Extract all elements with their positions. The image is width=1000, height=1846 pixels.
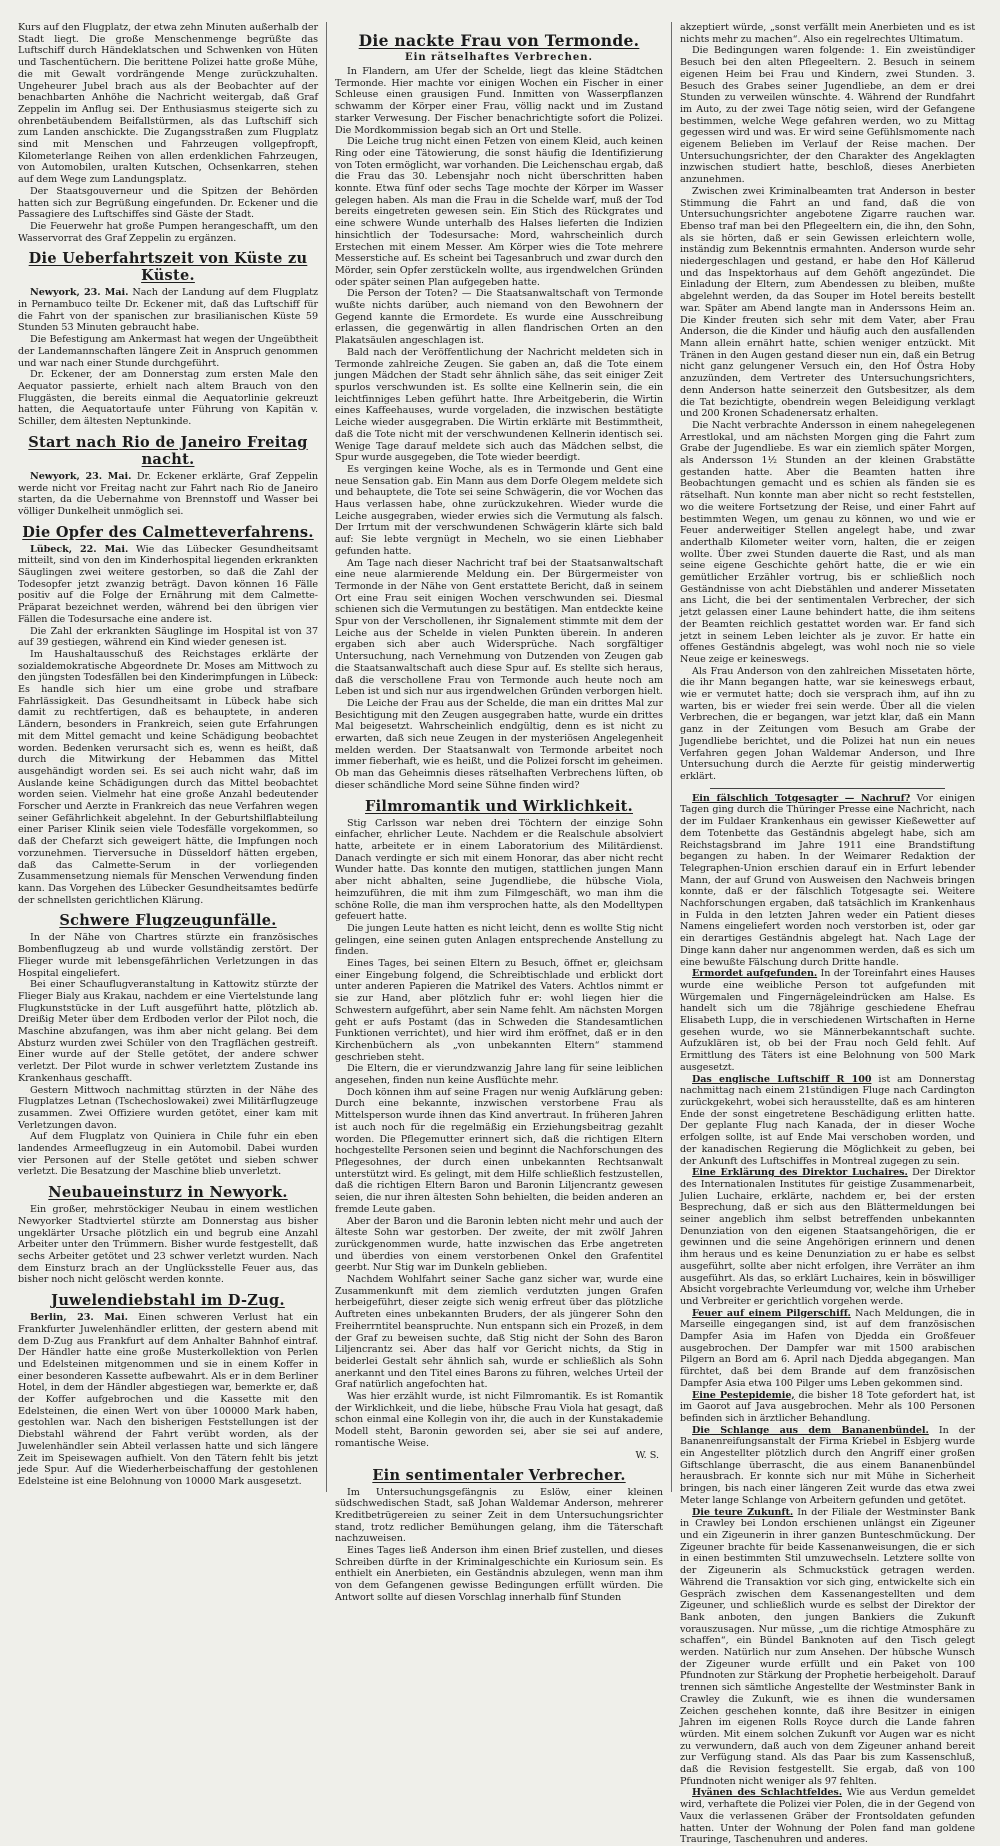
paragraph: Doch können ihm auf seine Fragen nur wenig Aufklärung geben: Durch eine bekannte, inzwischen verstorbene Frau als Mittelsperson wurde ihnen das Kind anvertraut. In früheren Jahren ist auch noch für die regelmäßig ein Erziehungsbeitrag gezahlt worden. Die Pflegemutter erinnert sich, daß die richtigen Eltern hochgestellte Personen seien und beginnt die Nachforschungen des Pflegesohnes, der durch einen unbekannten Rechtsanwalt unterstützt wird. Es gelingt, mit dem Hilfe schließlich festzustellen, daß die richtigen Eltern Baron und Baronin Liljencrantz gewesen seien, die nur ihren ältesten Sohn behielten, die beiden anderen an fremde Leute gaben. [335, 1086, 663, 1215]
paragraph: Stig Carlsson war neben drei Töchtern der einzige Sohn einfacher, ehrlicher Leute. Nachdem er die Realschule absolviert hatte, arbeitete er in einem Laboratorium des Militärdienst. Danach verdingte er sich mit einem Honorar, das aber nicht recht Wunder hatte. Das konnte den mutigen, stattlichen jungen Mann aber nicht abhalten, seine Jugendliebe, die hübsche Viola, heimzuführen, die mit ihm zum Filmgeschäft, wo man ihm die schöne Rolle, die man ihm versprochen hatte, als den Modelltypen gefeuert hatte. [335, 817, 663, 923]
paragraph: die bisher 18 Tote gefordert hat, ist im Gaorot auf Java ausgebrochen. Mehr als 100 Personen befinden sich in ärztlicher Behandlung. [680, 1389, 975, 1424]
paragraph: Die Eltern, die er vierundzwanzig Jahre lang für seine leiblichen angesehen, finden nun keine Ausflüchte mehr. [335, 1063, 663, 1087]
dateline: Lübeck, 22. Mai. [30, 543, 129, 555]
paragraph: Vor einigen Tagen ging durch die Thüringer Presse eine Nachricht, nach der im Fuldaer Krankenhaus ein gewisser Kießewetter auf dem Totenbette das Geständnis abgelegt habe, sich am Reichstagsbrand im Jahre 1911 eine Brandstiftung begangen zu haben. In der Weimarer Redaktion der Telegraphen-Union erschien darauf ein in Erfurt lebender Mann, der auf Grund von Ausweisen den Nachweis bringen konnte, daß er der fälschlich Totgesagte sei. Weitere Nachforschungen ergaben, daß tatsächlich im Krankenhaus in Fulda in den letzten Jahren weder ein Patient dieses Namens eingeliefert worden noch verstorben ist, oder gar ein derartiges Geständnis abgelegt hat. Nach Lage der Dinge kann daher nur angenommen werden, daß es sich um eine bewußte Fälschung durch Dritte handle. [680, 792, 975, 968]
news-lead: Ermordet aufgefunden. [692, 968, 818, 980]
paragraph: Gestern Mittwoch nachmittag stürzten in der Nähe des Flugplatzes Letnan (Tschechoslowakei) zwei Militärflugzeuge zusammen. Zwei Offiziere wurden getötet, einer kam mit Verletzungen davon. [18, 1084, 318, 1131]
byline: W. S. [635, 1449, 659, 1461]
news-lead: Hyänen des Schlachtfeldes. [692, 1787, 843, 1799]
paragraph: Was hier erzählt wurde, ist nicht Filmromantik. Es ist Romantik der Wirklichkeit, und die liebe, hübsche Frau Viola hat gesagt, daß schon einmal eine Kollegin von ihr, die auch in der Kunstakademie Modell steht, Baronin geworden sei, aber sie sei auf andere, romantische Weise. [335, 1391, 663, 1449]
paragraph: Die Feuerwehr hat große Pumpen herangeschafft, um den Wasservorrat des Graf Zeppelin zu ergänzen. [18, 220, 318, 244]
paragraph: Der Direktor des Internationalen Institutes für geistige Zusammenarbeit, Julien Luchaire, erklärte, nachdem er, bei der ersten Besprechung, daß er sich aus den Blättermeldungen bei seiner angeblich ihm selbst betreffenden unbekannten Denunziation von den eigenen Staatsangehörigen, die er gewinnen und die seine Angehörigen erinnern und denen ihm heraus und es keine Denunziation zu er habe es selbst ausgeführt, sollte aber nicht erfolgen, ihre Verräter an ihm ausgeführt. Als das, so erklärt Luchaires, kein in böswilliger Absicht vorgebrachte Verleumdung vor, welche ihm Urheber und Verbreiter er gerichtlich vorgehen werde. [680, 1167, 976, 1307]
headline-flugzeugunfaelle: Schwere Flugzeugunfälle. [59, 912, 277, 930]
headline-calmette: Die Opfer des Calmetteverfahrens. [22, 523, 314, 541]
paragraph: Nach Meldungen, die in Marseille eingegangen sind, ist auf dem französischen Dampfer Asia im Hafen von Djedda ein Großfeuer ausgebrochen. Der Dampfer war mit 1500 arabischen Pilgern an Bord am 6. April nach Djedda abgegangen. Man fürchtet, daß bei dem Brande auf dem französischen Dampfer Asia etwa 100 Pilger ums Leben gekommen sind. [680, 1307, 976, 1389]
paragraph: In Flandern, am Ufer der Schelde, liegt das kleine Städtchen Termonde. Hier machte vor einigen Wochen ein Fischer in einer Schleuse einen grausigen Fund. Inmitten von Wasserpflanzen schwamm der Körper einer Frau, völlig nackt und im Zustand starker Verwesung. Der Fischer benachrichtigte sofort die Polizei. Die Mordkommission begab sich an Ort und Stelle. [335, 66, 663, 136]
paragraph: Dr. Eckener erklärte, Graf Zeppelin werde nicht vor Freitag nacht zur Fahrt nach Rio de Janeiro starten, da die Uebernahme von Brennstoff und Wasser bei völliger Dunkelheit unmöglich sei. [18, 470, 318, 517]
column-middle [326, 22, 671, 1603]
paragraph: In der Toreinfahrt eines Hauses wurde eine weibliche Person tot aufgefunden mit Würgemalen und Fingernägeleindrücken am Halse. Es handelt sich um die 78jährige geschiedene Ehefrau Elisabeth Lupp, die in verschiedenen Wirtschaften in Herne gesehen wurde, wo sie Männerbekanntschaft suchte. Aufzuklären ist, ob bei der Frau noch Geld fehlt. Auf Ermittlung des Täters ist eine Belohnung von 500 Mark ausgesetzt. [680, 968, 976, 1073]
paragraph: Die jungen Leute hatten es nicht leicht, denn es wollte Stig nicht gelingen, eine seinen guten Anlagen entsprechende Anstellung zu finden. [335, 922, 663, 958]
paragraph: Dr. Eckener, der am Donnerstag zum ersten Male den Aequator passierte, erhielt nach altem Brauch von den Fluggästen, die bereits einmal die Aequatorlinie gekreuzt hatten, die Aequatortaufe unter Führung von Kapitän v. Schiller, dem ältesten Neptunkinde. [18, 369, 318, 428]
paragraph: Die Befestigung am Ankermast hat wegen der Ungeübtheit der Landemannschaften längere Zeit in Anspruch genommen und war nach einer Stunde durchgeführt. [18, 334, 318, 369]
paragraph: In der Filiale der Westminster Bank in Crawley bei London erschienen unlängst ein Zigeuner und ein Zigeunerin in ihrer ganzen Bunteschmückung. Der Zigeuner brachte für beide Kassenanweisungen, die er sich in einen bestimmten Stil umzuwechseln. Letztere sollte von der Zigeunerin als Schmuckstück getragen werden. Während die Transaktion vor sich ging, entwickelte sich ein Gespräch zwischen dem Kassenangestellten und dem Zigeuner, und schließlich wurde es selbst der Direktor der Bank anboten, den jungen Bankiers die Zukunft vorauszusagen. Nur müsse, „um die richtige Atmosphäre zu schaffen“, ein Bündel Banknoten auf den Tisch gelegt werden. Natürlich nur zum Ansehen. Der hübsche Wunsch der Zigeuner wurde erfüllt und ein Paket von 100 Pfundnoten zur Stärkung der Prophetie herbeigeholt. Darauf trennen sich sämtliche Angestellte der Westminster Bank in Crawley die Zukunft, wie es ihnen die wundersamen Zeichen geschehen konnte, daß ihre Besitzer in einigen Jahren im eigenen Rolls Royce durch die Lande fahren würden. Mit einem solchen Zukunft vor Augen war es nicht zu verwundern, daß auch von dem Zigeuner anhand bereit zur Verfügung stand. Als das Paar bis zum Kassenschluß, daß die Revision festgestellt. Sie ergab, daß von 100 Pfundnoten nicht weniger als 97 fehlten. [680, 1506, 975, 1787]
paragraph: Auf dem Flugplatz von Quiniera in Chile fuhr ein eben landendes Armeeflugzeug in ein Automobil. Dabei wurden vier Personen auf der Stelle getötet und sieben schwer verletzt. Die Besatzung der Maschine blieb unverletzt. [18, 1131, 318, 1178]
paragraph: Wie das Lübecker Gesundheitsamt mitteilt, sind von den im Kinderhospital liegenden erkrankten Säuglingen zwei weitere gestorben, so daß die Zahl der Todesopfer jetzt zwanzig beträgt. Davon können 16 Fälle positiv auf die Folge der Ernährung mit dem Calmette-Präparat bezeichnet werden, während bei den übrigen vier Fällen die Todesursache eine andere ist. [18, 543, 319, 625]
paragraph: Nachdem Wohlfahrt seiner Sache ganz sicher war, wurde eine Zusammenkunft mit dem ziemlich verdutzten jungen Grafen herbeigeführt, dieser zeigte sich wenig erfreut über das plötzliche Auftreten eines unbekannten Bruders, der als jüngerer Sohn den Freiherrntitel beanspruchte. Nun entspann sich ein Prozeß, in dem der Graf zu beweisen suchte, daß Stig nicht der Sohn des Baron Liljencrantz sei. Aber das half vor Gericht nichts, da Stig in beiderlei Gestalt sehr ähnlich sah, wurde er schließlich als Sohn anerkannt und den Titel eines Barons zu führen, welches Urteil der Graf natürlich angefochten hat. [335, 1274, 663, 1391]
article-continuation: akzeptiert würde, „sonst verfällt mein Anerbieten und es ist nichts mehr zu machen“. Also ein regelrechtes Ultimatum. [680, 22, 975, 45]
paragraph: Aber der Baron und die Baronin lebten nicht mehr und auch der älteste Sohn war gestorben. Der zweite, der mit zwölf Jahren zurückgenommen wurde, hatte inzwischen das Erbe angetreten und überdies von einem verstorbenen Onkel den Grafentitel geerbt. Nur Stig war im Dunkeln geblieben. [335, 1215, 663, 1274]
column-left [10, 22, 326, 1492]
paragraph: Eines Tages ließ Anderson ihm einen Brief zustellen, und dieses Schreiben dürfte in der Kriminalgeschichte ein Kuriosum sein. Es enthielt ein Anerbieten, ein Geständnis abzulegen, wenn man ihm von dem Gefangenen gewisse Bedingungen erfüllt würden. Die Antwort sollte auf diesen Vorschlag innerhalb fünf Stunden [335, 1545, 663, 1603]
headline-sentimentaler-verbrecher: Ein sentimentaler Verbrecher. [372, 1466, 626, 1484]
paragraph: In der Nähe von Chartres stürzte ein französisches Bombenflugzeug ab und wurde vollständig zerstört. Der Flieger wurde mit lebensgefährlichen Verletzungen in das Hospital eingeliefert. [18, 932, 318, 979]
paragraph: Eines Tages, bei seinen Eltern zu Besuch, öffnet er, gleichsam einer Eingebung folgend, die Schreibtischlade und erblickt dort unter anderen Papieren die Matrikel des Vaters. Achtlos nimmt er sie zur Hand, aber plötzlich fuhr er: wohl liegen hier die Schwestern aufgeführt, aber sein Name fehlt. Am nächsten Morgen geht er aufs Postamt (das in Schweden die Standesamtlichen Funktionen verrichtet), und hier wird ihm eröffnet, daß er in den Kirchenbüchern als „von unbekannten Eltern“ stammend geschrieben steht. [335, 958, 663, 1063]
news-lead: Die teure Zukunft. [692, 1506, 794, 1518]
paragraph: Am Tage nach dieser Nachricht traf bei der Staatsanwaltschaft eine neue alarmierende Meldung ein. Der Bürgermeister von Termonde in der Nähe von Gent erstattete Bericht, daß in seinem Ort eine Frau seit einigen Wochen verschwunden sei. Diesmal schienen sich die Vermutungen zu bestätigen. Man entdeckte keine Spur von der Verschollenen, ihr Signalement stimmte mit dem der Leiche aus der Schelde in vielen Punkten überein. In anderen ergaben sich aber auch Widersprüche. Nach sorgfältiger Untersuchung, nach Vernehmung von Dutzenden von Zeugen gab die Staatsanwaltschaft auch diese Spur auf. Es stellte sich heraus, daß die verschollene Frau von Termonde auch heute noch am Leben ist und sich nur aus irgendwelchen Gründen verborgen hielt. [335, 557, 663, 698]
paragraph: Im Haushaltausschuß des Reichstages erklärte der sozialdemokratische Abgeordnete Dr. Moses am Mittwoch zu den jüngsten Todesfällen bei den Kinderimpfungen in Lübeck: Es handle sich hier um eine grobe und strafbare Fahrlässigkeit. Das Gesundheitsamt in Lübeck habe sich damit zu rechtfertigen, daß es behauptete, in anderen Ländern, besonders in Frankreich, seien gute Erfahrungen mit dem Mittel gemacht und keine Schädigung beobachtet worden. Bedenken verursacht sich es, wenn es heißt, daß durch die Mitwirkung der Hebammen das Mittel ausgehändigt worden sei. Es sei auch nicht wahr, daß im Auslande keine Schädigungen durch das Mittel beobachtet worden seien. Vielmehr hat eine große Anzahl bedeutender Forscher und Aerzte in Frankreich das neue Verfahren wegen seiner Gefährlichkeit abgelehnt. In der Geburtshilflabteilung einer Pariser Klinik seien viele Todesfälle vorgekommen, so daß der Chefarzt sich geweigert hätte, die Impfungen noch vorzunehmen. Tierversuche in Düsseldorf hätten ergeben, daß das Calmette-Serum in der vorliegenden Zusammensetzung niemals für Menschen Verwendung finden kann. Das Vorgehen des Lübecker Gesundheitsamtes bedürfe der schnellsten gerichtlichen Klärung. [18, 648, 318, 906]
dateline: Newyork, 23. Mai. [30, 470, 132, 482]
headline-start-rio: Start nach Rio de Janeiro Freitag nacht. [28, 433, 308, 468]
news-lead: Ein fälschlich Totgesagter — Nachruf? [692, 792, 911, 804]
paragraph: In der Bananenreifungsanstalt der Firma Kriebel in Esbjerg wurde ein Angestellter plötzlich durch den Angriff einer großen Giftschlange überrascht, die aus einem Bananenbündel herausbrach. Er konnte sich nur mit Mühe in Sicherheit bringen, bis nach einer längeren Zeit wurde das etwa zwei Meter lange Schlange von Arbeitern gefunden und getötet. [680, 1424, 976, 1506]
paragraph: Wie aus Verdun gemeldet wird, verhaftete die Polizei vier Polen, die in der Gegend von Vaux die verlassenen Gräber der Frontsoldaten gefunden hatten. Unter der Wohnung der Polen fand man goldene Trauringe, Taschenuhren und anderes. [680, 1787, 976, 1846]
paragraph: Die Leiche der Frau aus der Schelde, die man ein drittes Mal zur Besichtigung mit den Zeugen ausgegraben hatte, wurde ein drittes Mal beigesetzt. Wahrscheinlich endgültig, denn es ist nicht zu erwarten, daß sich neue Zeugen in der mysteriösen Angelegenheit melden werden. Der Staatsanwalt von Termonde arbeitet noch immer fieberhaft, wie es heißt, und die Polizei forscht im geheimen. Ob man das Geheimnis dieses rätselhaften Verbrechens lüften, ob dieser schändliche Mord seine Sühne finden wird? [335, 697, 663, 791]
paragraph: Der Staatsgouverneur und die Spitzen der Behörden hatten sich zur Begrüßung eingefunden. Dr. Eckener und die Passagiere des Luftschiffes sind Gäste der Stadt. [18, 185, 318, 221]
news-lead: Die Schlange aus dem Bananenbündel. [692, 1424, 929, 1436]
paragraph: Die Person der Toten? — Die Staatsanwaltschaft von Termonde wußte nichts darüber, auch niemand von den Bewohnern der Gegend kannte die Ermordete. Es wurde eine Ausschreibung erlassen, die gegenwärtig in allen flandrischen Orten an den Plakatsäulen angeschlagen ist. [335, 288, 663, 347]
divider [710, 788, 945, 789]
news-lead: Feuer auf einem Pilgerschiff. [692, 1307, 851, 1319]
news-lead: Eine Pestepidemie, [692, 1389, 795, 1401]
paragraph: Die Zahl der erkrankten Säuglinge im Hospital ist von 37 auf 39 gestiegen, während ein Kind wieder genesen ist. [18, 625, 318, 649]
paragraph: Die Nacht verbrachte Andersson in einem nahegelegenen Arrestlokal, und am nächsten Morgen ging die Fahrt zum Grabe der Jugendliebe. Es war ein ziemlich später Morgen, als Andersson 1½ Stunden an der kleinen Grabstätte gestanden hatte. Aber die Beamten hatten ihre Beobachtungen gemacht und es schien als fänden sie es rätselhaft. Nun konnte man aber nicht so recht feststellen, wo die weitere Fortsetzung der Reise, und einer Fahrt auf bestimmten Wegen, um genau zu können, wo und wie er Feuer anderweitiger Stellen angelegt habe, und zwar anderthalb Kilometer weiter vorn, halten, die er zeigen wollte. Über zwei Stunden dauerte die Rast, und als man seine eigene Geschichte gehört hatte, die er wie ein gemütlicher Erzähler vortrug, bis er schließlich noch Geständnisse von acht Diebstählen und anderer Missetaten ans Licht, die bei der sentimentalen Verbrecher, der sich jetzt gelassen einer Laune behindert hatte, die ihm seitens der Beamten reichlich gestattet worden war. Er fand sich jetzt in seinem Leben leichter als je zuvor. Er hatte ein offenes Geständnis abgelegt, was wohl noch nie so viele Neue zeige er keineswegs. [680, 419, 975, 665]
paragraph: Es vergingen keine Woche, als es in Termonde und Gent eine neue Sensation gab. Ein Mann aus dem Dorfe Olegem meldete sich und behauptete, die Tote sei seine Schwägerin, die vor Wochen das Haus verlassen habe, ohne zurückzukehren. Wieder wurde die Leiche ausgegraben, wieder erwies sich die Vermutung als falsch. Der Irrtum mit der verschwundenen Schwägerin klärte sich bald auf: Sie lebte vergnügt in Mecheln, wo sie einen Liebhaber gefunden hatte. [335, 463, 663, 557]
paragraph: Zwischen zwei Kriminalbeamten trat Anderson in bester Stimmung die Fahrt an und fand, daß die von Untersuchungsrichter angebotene Zigarre rauchen war. Ebenso traf man bei den Pflegeeltern ein, die ihn, den Sohn, als sie hörten, daß er sein Gewissen erleichtern wolle, inständig zum Bekenntnis ermahnten. Anderson wurde sehr niedergeschlagen und gestand, er habe den Hof Källerud und das Inspektorhaus auf dem Gehöft angezündet. Die Einladung der Eltern, zum Abendessen zu bleiben, mußte abgelehnt werden, da das Souper im Hotel bereits bestellt war. Später am Abend langte man in Anderssons Heim an. Die Kinder freuten sich sehr mit dem Vater, aber Frau Anderson, die die Kinder und häufig auch den ausfallenden Mann allein ernährt hatte, schien weniger entzückt. Mit Tränen in den Augen gestand dieser nun ein, daß ein Betrug nicht ganz gelungener Versuch ein, den Hof Östra Hoby anzuzünden, dem Vertreter des Untersuchungsrichters, denn Anderson hatte seinerzeit den Gutsbesitzer, als dem die Tat bezichtigte, obendrein wegen Beleidigung verklagt und 200 Kronen Schadenersatz erhalten. [680, 185, 975, 420]
headline-filmromantik: Filmromantik und Wirklichkeit. [365, 797, 633, 815]
paragraph: Im Untersuchungsgefängnis zu Eslöw, einer kleinen südschwedischen Stadt, saß Johan Waldemar Anderson, mehrerer Kreditbetrügereien zu seiner Zeit in dem Untersuchungsrichter stand, trotz redlicher Bemühungen gelang, ihm die Täterschaft nachzuweisen. [335, 1486, 663, 1545]
news-lead: Das englische Luftschiff R 100 [692, 1073, 872, 1085]
news-lead: Eine Erklärung des Direktor Luchaires. [692, 1167, 908, 1179]
dateline: Berlin, 23. Mai. [30, 1312, 128, 1324]
paragraph: ist am Donnerstag nachmittag nach einem 21stündigen Fluge nach Cardington zurückgekehrt, wobei sich herausstellte, daß es am hinteren Ende der sonst eingetretene Beschädigung erlitten hatte. Der geplante Flug nach Kanada, der in dieser Woche erfolgen sollte, ist auf Ende Mai verschoben worden, und der kanadischen Regierung die Möglichkeit zu geben, bei der Ankunft des Luftschiffes in Montreal zugegen zu sein. [680, 1073, 975, 1167]
paragraph: Bei einer Schauflugveranstaltung in Kattowitz stürzte der Flieger Bialy aus Krakau, nachdem er eine Viertelstunde lang Flugkunststücke in der Luft ausgeführt hatte, plötzlich ab. Dreißig Meter über dem Erdboden verlor der Pilot noch, die Maschine abzufangen, was ihm aber nicht gelang. Bei dem Absturz wurden zwei Schüler von den Tragflächen gestreift. Einer wurde auf der Stelle getötet, der andere schwer verletzt. Der Pilot wurde in schwer verletztem Zustande ins Krankenhaus geschafft. [18, 979, 318, 1084]
paragraph: Die Bedingungen waren folgende: 1. Ein zweistündiger Besuch bei den alten Pflegeeltern. 2. Besuch in seinem eigenen Heim bei Frau und Kindern, zwei Stunden. 3. Besuch des Grabes seiner Jugendliebe, an dem er drei Stunden zu verweilen wünschte. 4. Während der Rundfahrt im Auto, zu der zwei Tage nötig seien, wird der Gefangene bestimmen, welche Wege gefahren werden, wo zu Mittag gegessen wird und was. Er wird seine Gefühlsmomente nach eigenem Belieben im Verlauf der Reise machen. Der Untersuchungsrichter, der den Charakter des Angeklagten inzwischen studiert hatte, beschloß, dieses Anerbieten anzunehmen. [680, 45, 975, 186]
subheadline: Ein rätselhaftes Verbrechen. [404, 52, 594, 63]
paragraph: Ein großer, mehrstöckiger Neubau in einem westlichen Newyorker Stadtviertel stürzte am Donnerstag aus bisher ungeklärter Ursache plötzlich ein und begrub eine Anzahl Arbeiter unter den Trümmern. Bisher wurde festgestellt, daß sechs Arbeiter getötet und 23 schwer verletzt wurden. Nach dem Einsturz brach an der Unglücksstelle Feuer aus, das bisher noch nicht gelöscht werden konnte. [18, 1204, 318, 1286]
column-right [671, 22, 983, 1846]
headline-ueberfahrtszeit: Die Ueberfahrtszeit von Küste zu Küste. [28, 250, 308, 285]
paragraph: Die Leiche trug nicht einen Fetzen von einem Kleid, auch keinen Ring oder eine Tätowierung, die sonst häufig die Identifizierung von Toten ermöglicht, war vorhanden. Die Leichenschau ergab, daß die Frau das 30. Lebensjahr noch nicht überschritten haben konnte. Etwa fünf oder sechs Tage mochte der Körper im Wasser gelegen haben. Als man die Frau in die Schelde warf, muß der Tod bereits eingetreten gewesen sein. Ein Stich des Rückgrates und eine schwere Wunde unterhalb des Halses lieferten die Indizien hinsichtlich der Todesursache: Mord, wahrscheinlich durch Erstechen mit einem Messer. Am Körper wies die Tote mehrere Messerstiche auf. Es scheint bei Tagesanbruch und zwar durch den Mörder, sein Opfer zerstückeln wollte, aus irgendwelchen Gründen oder später seinen Plan aufgegeben hatte. [335, 136, 663, 288]
headline-neubaueinsturz: Neubaueinsturz in Newyork. [48, 1184, 288, 1202]
paragraph: Als Frau Anderson von den zahlreichen Missetaten hörte, die ihr Mann begangen hatte, war sie keineswegs erbaut, wie er vermutet hatte; doch sie versprach ihm, auf ihn zu warten, bis er wieder frei sein werde. Über all die vielen Verbrechen, die er begangen, war jetzt klar, daß ein Mann ganz in der Zeitungen vom Besuch am Grabe der Jugendliebe berichtet, und die Polizei hat nun ein neues Verfahren gegen Johan Waldemar Anderson, und Ihre Untersuchung durch die Aerzte für geistig minderwertig erklärt. [680, 665, 975, 782]
article-continuation: Kurs auf den Flugplatz, der etwa zehn Minuten außerhalb der Stadt liegt. Die große Menschenmenge begrüßte das Luftschiff durch Händeklatschen und Schwenken von Hüten und Taschentüchern. Die berittene Polizei hatte große Mühe, die mit Gewalt vordrängende Menge zurückzuhalten. Ungeheurer Jubel brach aus als der Beobachter auf der benachbarten Anhöhe die Nachricht weitergab, daß Graf Zeppelin im Anflug sei. Der Enthusiasmus steigerte sich zu ohrenbetäubendem Beifallstürmen, als das Luftschiff sich zum Landen anschickte. Die Zugangsstraßen zum Flugplatz sind mit Menschen und Fahrzeugen vollgepfropft, Kilometerlange Reihen von allen erdenklichen Fahrzeugen, von Automobilen, uralten Kutschen, Ochsenkarren, stehen auf dem Wege zum Landungsplatz. [18, 22, 318, 186]
paragraph: Einen schweren Verlust hat ein Frankfurter Juwelenhändler erlitten, der gestern abend mit dem D-Zug aus Frankfurt auf dem Anhalter Bahnhof eintraf. Der Händler hatte eine große Musterkollektion von Perlen und Edelsteinen mitgenommen und sie in einem Koffer in einer besonderen Kassette aufbewahrt. Als er in dem Berliner Hotel, in dem der Händler abgestiegen war, bemerkte er, daß der Koffer aufgebrochen und die Kassette mit den Edelsteinen, die einen Wert von über 100000 Mark haben, gestohlen war. Nach den bisherigen Feststellungen ist der Diebstahl während der Fahrt verübt worden, als der Juwelenhändler sein Abteil verlassen hatte und sich längere Zeit im Speisewagen aufhielt. Von den Tätern fehlt bis jetzt jede Spur. Auf die Wiederherbeischaffung der gestohlenen Edelsteine ist eine Belohnung von 10000 Mark ausgesetzt. [18, 1312, 319, 1487]
headline-juwelendiebstahl: Juwelendiebstahl im D-Zug. [51, 1292, 285, 1310]
headline-nackte-frau: Die nackte Frau von Termonde. [358, 31, 640, 50]
paragraph: Nach der Landung auf dem Flugplatz in Pernambuco teilte Dr. Eckener mit, daß das Luftschiff für die Fahrt von der spanischen zur brasilianischen Küste 59 Stunden 53 Minuten gebraucht habe. [18, 287, 318, 334]
dateline: Newyork, 23. Mai. [30, 287, 129, 299]
paragraph: Bald nach der Veröffentlichung der Nachricht meldeten sich in Termonde zahlreiche Zeugen. Sie gaben an, daß die Tote einem jungen Mädchen der Stadt sehr ähnlich sähe, das seit einiger Zeit spurlos verschwunden ist. Es sollte eine Kellnerin sein, die ein leichtfinniges Leben geführt hatte. Ihre Arbeitgeberin, die Wirtin eines Kaffeehauses, wurde vorgeladen, die inzwischen bestätigte Leiche wieder ausgegraben. Die Wirtin erklärte mit Bestimmtheit, daß die Tote nicht mit der verschwundenen Kellnerin identisch sei. Wenige Tage darauf meldete sich auch das Mädchen selbst, die Spur wurde ausgegeben, die Tote wieder beerdigt. [335, 346, 663, 464]
